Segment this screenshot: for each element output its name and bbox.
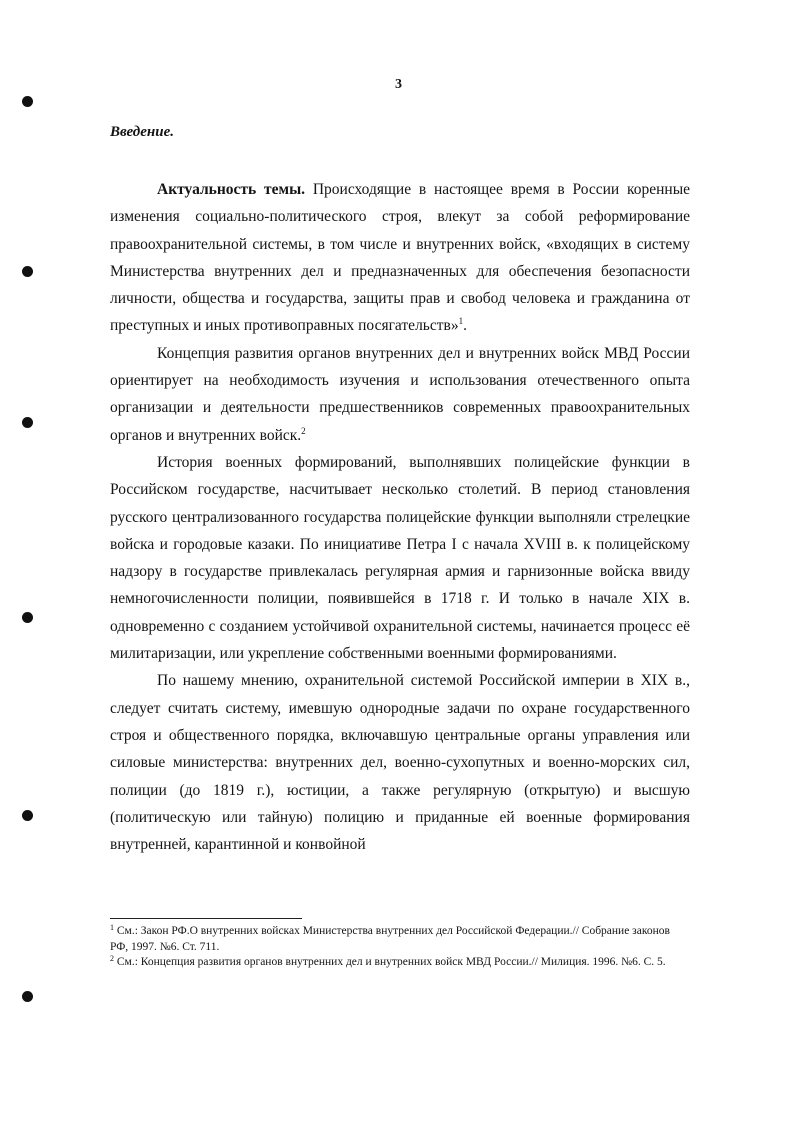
binder-hole-mark bbox=[22, 96, 33, 107]
paragraph-text: История военных формирований, выполнявших полицейские функции в Российском государстве, насчитывает несколько столетий. В период становления русского централизованного государства полицейские функции выполняли стрелецкие войска и городовые казаки. По инициативе Петра I с начала XVIII в. к полицейскому надзору в государстве привлекалась регулярная армия и гарнизонные войска ввиду немногочисленности полиции, появившейся в 1718 г. И только в начале XIX в. одновременно с созданием устойчивой охранительной системы, начинается процесс её милитаризации, или укрепление собственными военными формированиями. bbox=[110, 453, 690, 663]
binder-hole-mark bbox=[22, 991, 33, 1002]
footnote bbox=[110, 924, 690, 955]
paragraph-text: Происходящие в настоящее время в России коренные изменения социально-политического строя, влекут за собой реформирование правоохранительной системы, в том числе и внутренних войск, «входящих в систему Министерства внутренних дел и предназначенных для обеспечения безопасности личности, общества и государства, защиты прав и свобод человека и гражданина от преступных и иных противоправных посягательств» bbox=[110, 181, 691, 335]
footnote-number: 1 bbox=[110, 923, 114, 932]
paragraph bbox=[110, 667, 690, 858]
paragraph-text: По нашему мнению, охранительной системой Российской империи в XIX в., следует считать систему, имевшую однородные задачи по охране государственного строя и общественного порядка, включавшую центральные органы управления или силовые министерства: внутренних дел, военно-сухопутных и военно-морских сил, полиции (до 1819 г.), юстиции, а также регулярную (открытую) и высшую (политическую или тайную) полицию и приданные ей военные формирования внутренней, карантинной и конвойной bbox=[110, 672, 690, 854]
binder-hole-mark bbox=[22, 417, 33, 428]
page-number: 3 bbox=[395, 77, 402, 92]
footnote-ref: 2 bbox=[301, 425, 306, 436]
paragraph-tail: . bbox=[463, 317, 467, 335]
body-text bbox=[110, 176, 690, 858]
footnote-text: См.: Концепция развития органов внутренних дел и внутренних войск МВД России.// Милиция. 1996. №6. С. 5. bbox=[116, 956, 666, 968]
paragraph-text: Концепция развития органов внутренних дел и внутренних войск МВД России ориентирует на необходимость изучения и использования отечественного опыта организации и деятельности предшественников современных правоохранительных органов и внутренних войск. bbox=[110, 344, 690, 444]
binder-hole-mark bbox=[22, 612, 33, 623]
paragraph bbox=[110, 176, 690, 340]
footnote-number: 2 bbox=[110, 954, 114, 963]
footnote bbox=[110, 955, 690, 971]
binder-hole-mark bbox=[22, 810, 33, 821]
footnote-ref: 1 bbox=[458, 316, 464, 327]
binder-hole-mark bbox=[22, 266, 33, 277]
paragraph-lead: Актуальность темы. bbox=[157, 181, 306, 198]
paragraph bbox=[110, 340, 690, 449]
footnotes bbox=[110, 924, 690, 971]
section-heading: Введение. bbox=[110, 124, 174, 140]
paragraph bbox=[110, 449, 690, 667]
footnote-text: См.: Закон РФ.О внутренних войсках Министерства внутренних дел Российской Федерации.// Собрание законов РФ, 1997. №6. Ст. 711. bbox=[110, 925, 670, 953]
footnote-divider bbox=[110, 918, 302, 919]
